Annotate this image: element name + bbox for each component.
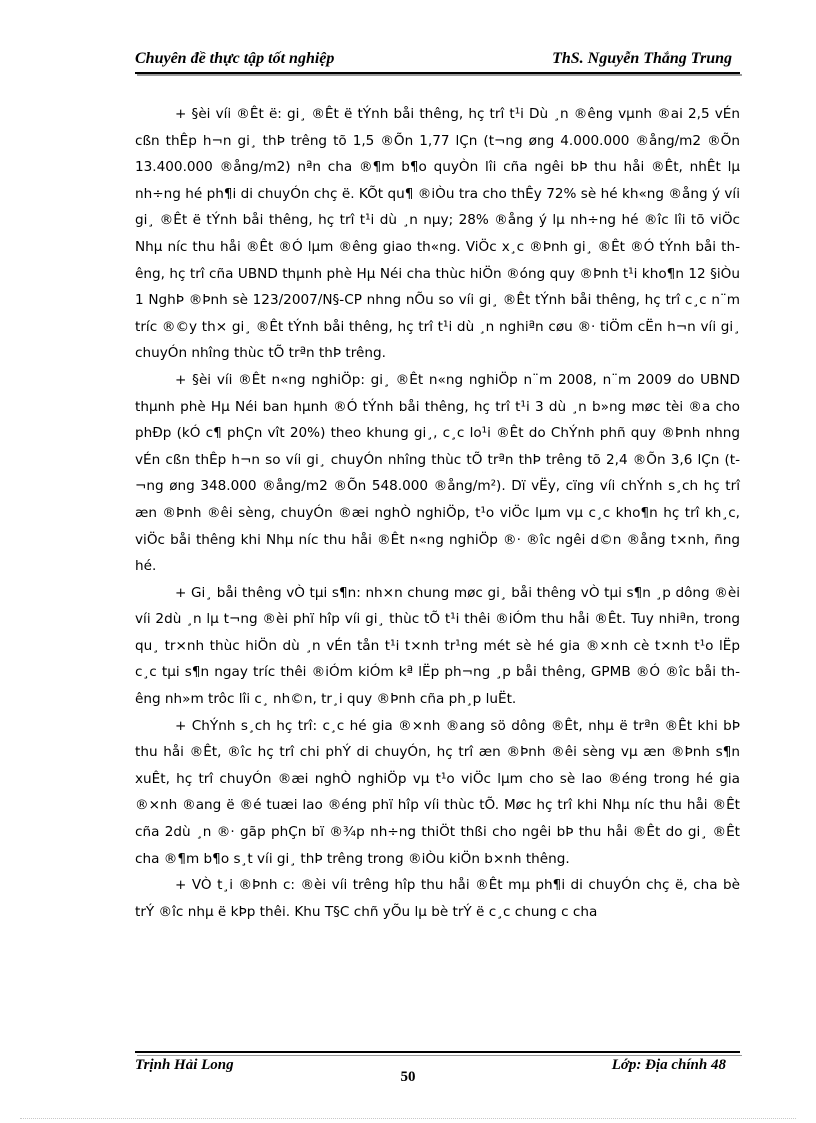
page-header [135,48,740,74]
paragraph-support-policy: + ChÝnh s¸ch hç trî: c¸c hé gia ®×nh ®ang sö dông ®Êt, nhµ ë trªn ®Êt khi bÞ thu håi ®Êt, ®îc hç trî chi phÝ di chuyÓn, hç trî æn ®Þnh ®êi sèng vµ æn ®Þnh s¶n xuÊt, hç trî chuyÓn ®æi nghÒ nghiÖp vµ t¹o viÖc lµm cho sè lao ®éng trong hé gia ®×nh ®ang ë ®é tuæi lao ®éng phï hîp víi thùc tÕ. Møc hç trî khi Nhµ níc thu håi ®Êt cña 2dù ¸n ®· gãp phÇn bï ®¾p nh÷ng thiÖt thßi cho ngêi bÞ thu håi ®Êt do gi¸ ®Êt cha ®¶m b¶o s¸t víi gi¸ thÞ trêng trong ®iÒu kiÖn b×nh thêng. [135,717,740,867]
page-number: 50 [400,1069,416,1085]
paragraph-agricultural-land: + §èi víi ®Êt n«ng nghiÖp: gi¸ ®Êt n«ng nghiÖp n¨m 2008, n¨m 2009 do UBND thµnh phè Hµ Néi ban hµnh ®Ó tÝnh båi thêng, hç trî t¹i 3 dù ¸n b»ng møc tèi ®a cho phÐp (kÓ c¶ phÇn vît 20%) theo khung gi¸, c¸c lo¹i ®Êt do ChÝnh phñ quy ®Þnh nhng vÉn cßn thÊp h¬n so víi gi¸ chuyÓn nhîng thùc tÕ trªn thÞ trêng tõ 2,4 ®Õn 3,6 lÇn (t¬ng øng 348.000 ®ång/m2 ®Õn 548.000 ®ång/m²). Dï vËy, cïng víi chÝnh s¸ch hç trî æn ®Þnh ®êi sèng, chuyÓn ®æi nghÒ nghiÖp, t¹o viÖc lµm vµ c¸c kho¶n hç trî kh¸c, viÖc båi thêng khi Nhµ níc thu håi ®Êt n«ng nghiÖp ®· ®îc ngêi d©n ®ång t×nh, ñng hé. [135,371,740,575]
footer-divider-shadow [137,1055,742,1056]
header-divider-shadow [137,74,742,76]
footer-author-name: Trịnh Hải Long [135,1057,234,1073]
document-body [135,101,740,925]
paragraph-residential-land: + §èi víi ®Êt ë: gi¸ ®Êt ë tÝnh båi thêng, hç trî t¹i Dù ¸n ®êng vµnh ®ai 2,5 vÉn cßn thÊp h¬n gi¸ thÞ trêng tõ 1,5 ®Õn 1,77 lÇn (t¬ng øng 4.000.000 ®ång/m2 ®Õn 13.400.000 ®ång/m2) nªn cha ®¶m b¶o quyÒn lîi cña ngêi bÞ thu håi ®Êt, nhÊt lµ nh÷ng hé ph¶i di chuyÓn chç ë. KÕt qu¶ ®iÒu tra cho thÊy 72% sè hé kh«ng ®ång ý víi gi¸ ®Êt ë tÝnh båi thêng, hç trî t¹i dù ¸n nµy; 28% ®ång ý lµ nh÷ng hé ®îc lîi tõ viÖc Nhµ níc thu håi ®Êt ®Ó lµm ®êng giao th«ng. ViÖc x¸c ®Þnh gi¸ ®Êt ®Ó tÝnh båi thêng, hç trî cña UBND thµnh phè Hµ Néi cha thùc hiÖn ®óng quy ®Þnh t¹i kho¶n 12 §iÒu 1 NghÞ ®Þnh sè 123/2007/N§-CP nhng nÕu so víi gi¸ ®Êt tÝnh båi thêng, hç trî c¸c n¨m tríc ®©y th× gi¸ ®Êt tÝnh båi thêng, hç trî t¹i dù ¸n nghiªn cøu ®· tiÖm cËn h¬n víi gi¸ chuyÓn nhîng thùc tÕ trªn thÞ trêng. [135,106,740,362]
header-document-title: Chuyên đề thực tập tốt nghiệp [135,50,335,67]
paragraph-resettlement: + VÒ t¸i ®Þnh c: ®èi víi trêng hîp thu håi ®Êt mµ ph¶i di chuyÓn chç ë, cha bè trÝ ®îc nhµ ë kÞp thêi. Khu T§C chñ yÕu lµ bè trÝ ë c¸c chung c cha [135,877,740,920]
header-supervisor-name: ThS. Nguyễn Thắng Trung [552,50,732,67]
footer-divider [135,1051,740,1053]
footer-class-name: Lớp: Địa chính 48 [611,1057,726,1073]
page-bottom-dotted-border [20,1118,796,1119]
paragraph-asset-compensation: + Gi¸ båi thêng vÒ tµi s¶n: nh×n chung møc gi¸ båi thêng vÒ tµi s¶n ¸p dông ®èi víi 2dù ¸n lµ t¬ng ®èi phï hîp víi gi¸ thùc tÕ t¹i thêi ®iÓm thu håi ®Êt. Tuy nhiªn, trong qu¸ tr×nh thùc hiÖn dù ¸n vÉn tån t¹i t×nh tr¹ng mét sè hé gia ®×nh cè t×nh t¹o lËp c¸c tµi s¶n ngay tríc thêi ®iÓm kiÓm kª lËp ph¬ng ¸p båi thêng, GPMB ®Ó ®îc båi thêng nh»m trôc lîi c¸ nh©n, tr¸i quy ®Þnh cña ph¸p luËt. [135,584,740,708]
